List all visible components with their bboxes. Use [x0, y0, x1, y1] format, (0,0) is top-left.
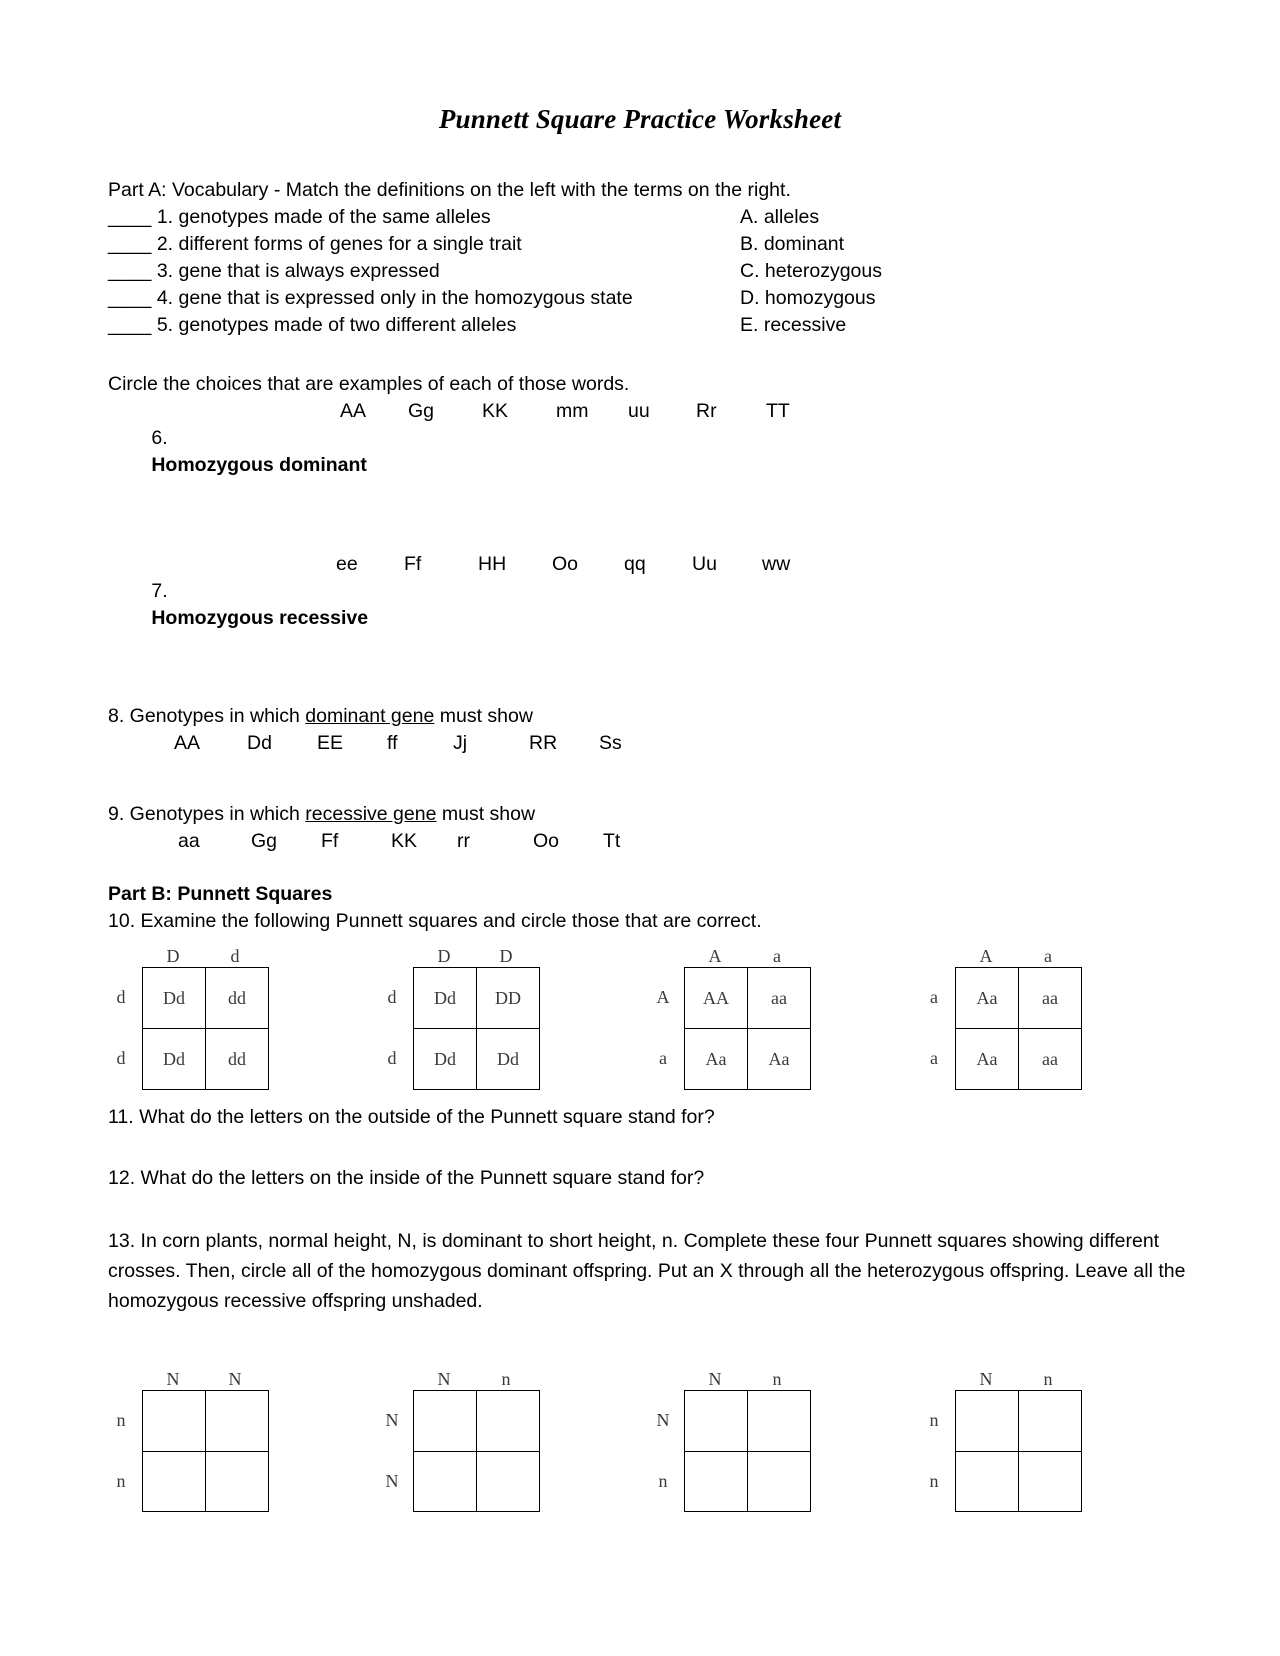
punnett-grid [684, 967, 811, 1090]
column-headers [955, 945, 1082, 967]
question-7 [108, 551, 1192, 659]
spacer [108, 1090, 1192, 1104]
punnett-cell[interactable]: Aa [748, 1029, 811, 1090]
option[interactable]: ff [387, 732, 398, 754]
row-header: N [385, 1471, 399, 1491]
question-12-text: 12. What do the letters on the inside of the Punnett square stand for? [108, 1167, 705, 1189]
option[interactable]: KK [391, 830, 418, 852]
option[interactable]: AA [174, 732, 201, 754]
answer-blank[interactable]: ____ [108, 287, 152, 309]
column-headers [955, 1368, 1082, 1390]
option[interactable]: qq [624, 553, 646, 575]
punnett-cell[interactable]: AA [685, 968, 748, 1029]
definition-text: 2. different forms of genes for a single trait [156, 233, 522, 255]
punnett-cell[interactable]: Dd [143, 968, 206, 1029]
table-row [956, 968, 1082, 1029]
column-headers [413, 945, 540, 967]
spacer [108, 659, 1192, 703]
part-a-heading: Part A: Vocabulary - Match the definitions on the left with the terms on the right. [108, 179, 791, 201]
punnett-cell[interactable] [956, 1391, 1019, 1452]
page-title: Punnett Square Practice Worksheet [438, 104, 842, 134]
answer-blank[interactable]: ____ [108, 206, 152, 228]
option[interactable]: TT [766, 400, 790, 422]
part-b-heading-text: Part B: Punnett Squares [108, 883, 333, 905]
column-headers [684, 945, 811, 967]
punnett-square [108, 945, 269, 1090]
col-header: a [1044, 946, 1052, 966]
row-header: d [116, 987, 126, 1007]
table-row [414, 1451, 540, 1512]
punnett-cell[interactable] [685, 1451, 748, 1512]
option-list [340, 398, 826, 425]
spacer [108, 935, 1192, 945]
term-text: B. dominant [740, 233, 845, 255]
punnett-cell[interactable] [748, 1451, 811, 1512]
punnett-cell[interactable] [414, 1391, 477, 1452]
col-header: N [228, 1369, 242, 1389]
question-label: Homozygous dominant [151, 454, 367, 476]
option[interactable]: Ff [321, 830, 339, 852]
col-header: a [773, 946, 781, 966]
question-9-options [108, 828, 1192, 855]
punnett-cell[interactable]: Aa [685, 1029, 748, 1090]
row-headers [921, 1390, 955, 1512]
q9-prefix: 9. Genotypes in which [108, 803, 306, 825]
col-header: N [166, 1369, 180, 1389]
punnett-cell[interactable] [956, 1451, 1019, 1512]
punnett-grid [142, 967, 269, 1090]
worksheet-body [0, 135, 1280, 1512]
col-header: d [230, 946, 240, 966]
col-header: A [979, 946, 993, 966]
punnett-cell[interactable] [143, 1391, 206, 1452]
row-header: n [116, 1471, 126, 1491]
definition-text: 5. genotypes made of two different alleles [156, 314, 517, 336]
row-header: d [387, 987, 397, 1007]
option[interactable]: Ff [404, 553, 422, 575]
row-headers [650, 1390, 684, 1512]
punnett-squares-q10 [108, 945, 1192, 1090]
punnett-cell[interactable] [1019, 1391, 1082, 1452]
punnett-cell[interactable]: dd [206, 1029, 269, 1090]
row-headers [108, 1390, 142, 1512]
punnett-cell[interactable]: Dd [414, 1029, 477, 1090]
q9-suffix: must show [436, 803, 536, 825]
option[interactable]: Gg [408, 400, 435, 422]
punnett-square [650, 945, 811, 1090]
punnett-grid [955, 1390, 1082, 1512]
row-headers [379, 967, 413, 1090]
option[interactable]: Gg [251, 830, 278, 852]
row-headers [108, 967, 142, 1090]
spacer [108, 533, 1192, 551]
q8-prefix: 8. Genotypes in which [108, 705, 306, 727]
table-row [414, 1029, 540, 1090]
question-8-options [108, 730, 1192, 757]
question-8-text [108, 703, 1192, 730]
row-headers [921, 967, 955, 1090]
term-text: E. recessive [740, 314, 847, 336]
col-header: D [437, 946, 451, 966]
punnett-cell[interactable] [206, 1451, 269, 1512]
row-header: N [385, 1410, 399, 1430]
col-header: D [499, 946, 513, 966]
option-list [174, 730, 659, 757]
option[interactable]: AA [340, 400, 367, 422]
punnett-cell[interactable]: Aa [956, 1029, 1019, 1090]
question-9-text [108, 801, 1192, 828]
col-header: n [772, 1369, 782, 1389]
punnett-grid [142, 1390, 269, 1512]
table-row [685, 1029, 811, 1090]
option[interactable]: ee [336, 553, 358, 575]
punnett-grid [413, 1390, 540, 1512]
question-number: 6. [151, 427, 168, 449]
punnett-cell[interactable]: dd [206, 968, 269, 1029]
punnett-square [379, 945, 540, 1090]
punnett-cell[interactable]: aa [748, 968, 811, 1029]
option-list [336, 551, 822, 578]
punnett-cell[interactable] [748, 1391, 811, 1452]
row-header: n [929, 1471, 939, 1491]
match-item [108, 285, 1192, 312]
option[interactable]: mm [556, 400, 589, 422]
option[interactable]: Dd [247, 732, 272, 754]
punnett-grid [955, 967, 1082, 1090]
question-13-text: 13. In corn plants, normal height, N, is dominant to short height, n. Complete these four Punnett squares showing different crosses. Then, circle all of the homozygous dominant offspring. Put an X through all the heterozygous offspring. Leave all the homozygous recessive offspring unshaded. [108, 1230, 1186, 1312]
match-item [108, 258, 1192, 285]
option[interactable]: Rr [696, 400, 717, 422]
option[interactable]: rr [457, 830, 470, 852]
column-headers [142, 1368, 269, 1390]
answer-blank[interactable]: ____ [108, 233, 152, 255]
spacer [108, 1192, 1192, 1226]
option[interactable]: aa [178, 830, 200, 852]
row-header: A [656, 987, 670, 1007]
option[interactable]: ww [762, 553, 791, 575]
punnett-cell[interactable]: aa [1019, 1029, 1082, 1090]
question-number: 7. [151, 580, 168, 602]
term-text: A. alleles [740, 206, 820, 228]
col-header: n [501, 1369, 511, 1389]
q8-underlined: dominant gene [305, 705, 435, 727]
col-header: N [979, 1369, 993, 1389]
term-text: C. heterozygous [740, 260, 882, 282]
spacer [108, 757, 1192, 801]
option[interactable]: Tt [603, 830, 621, 852]
punnett-cell[interactable]: Aa [956, 968, 1019, 1029]
definition-text: 4. gene that is expressed only in the homozygous state [156, 287, 633, 309]
punnett-cell[interactable] [685, 1391, 748, 1452]
table-row [956, 1451, 1082, 1512]
match-item [108, 204, 1192, 231]
question-label: Homozygous recessive [151, 607, 369, 629]
part-b-heading [108, 881, 1192, 908]
table-row [685, 1391, 811, 1452]
column-headers [142, 945, 269, 967]
row-header: a [659, 1048, 667, 1068]
punnett-square-blank [921, 1368, 1082, 1512]
answer-blank[interactable]: ____ [108, 260, 152, 282]
row-header: d [116, 1048, 126, 1068]
question-11-text: 11. What do the letters on the outside of the Punnett square stand for? [108, 1106, 715, 1128]
punnett-cell[interactable] [477, 1451, 540, 1512]
table-row [685, 1451, 811, 1512]
question-10-text: 10. Examine the following Punnett squares and circle those that are correct. [108, 910, 762, 932]
spacer [108, 1131, 1192, 1165]
punnett-cell[interactable]: aa [1019, 968, 1082, 1029]
punnett-cell[interactable]: Dd [414, 968, 477, 1029]
table-row [414, 1391, 540, 1452]
table-row [956, 1391, 1082, 1452]
option[interactable]: Oo [533, 830, 560, 852]
spacer [108, 855, 1192, 881]
circle-instruction: Circle the choices that are examples of each of those words. [108, 373, 630, 395]
col-header: N [708, 1369, 722, 1389]
punnett-cell[interactable]: DD [477, 968, 540, 1029]
col-header: A [708, 946, 722, 966]
table-row [143, 1391, 269, 1452]
punnett-cell[interactable]: Dd [477, 1029, 540, 1090]
option-list [178, 828, 663, 855]
definition-text: 1. genotypes made of the same alleles [156, 206, 491, 228]
punnett-grid [684, 1390, 811, 1512]
row-header: n [116, 1410, 126, 1430]
term-text: D. homozygous [740, 287, 876, 309]
option[interactable]: Oo [552, 553, 579, 575]
option[interactable]: Uu [692, 553, 717, 575]
col-header: n [1043, 1369, 1053, 1389]
row-header: n [929, 1410, 939, 1430]
column-headers [684, 1368, 811, 1390]
punnett-square-blank [379, 1368, 540, 1512]
column-headers [413, 1368, 540, 1390]
punnett-square [921, 945, 1082, 1090]
col-header: N [437, 1369, 451, 1389]
punnett-grid [413, 967, 540, 1090]
row-header: N [656, 1410, 670, 1430]
option[interactable]: EE [317, 732, 344, 754]
definition-text: 3. gene that is always expressed [156, 260, 440, 282]
option[interactable]: Jj [453, 732, 468, 754]
spacer [108, 1316, 1192, 1368]
option[interactable]: HH [478, 553, 507, 575]
spacer [108, 506, 1192, 533]
punnett-cell[interactable] [206, 1391, 269, 1452]
match-item [108, 312, 1192, 339]
option[interactable]: uu [628, 400, 650, 422]
punnett-squares-q13 [108, 1368, 1192, 1512]
q9-underlined: recessive gene [305, 803, 437, 825]
punnett-cell[interactable]: Dd [143, 1029, 206, 1090]
spacer [108, 339, 1192, 371]
answer-blank[interactable]: ____ [108, 314, 152, 336]
punnett-square-blank [650, 1368, 811, 1512]
row-header: d [387, 1048, 397, 1068]
punnett-cell[interactable] [414, 1451, 477, 1512]
table-row [414, 968, 540, 1029]
match-item [108, 231, 1192, 258]
option[interactable]: KK [482, 400, 509, 422]
row-headers [650, 967, 684, 1090]
table-row [143, 1451, 269, 1512]
punnett-square-blank [108, 1368, 269, 1512]
row-headers [379, 1390, 413, 1512]
question-6 [108, 398, 1192, 506]
table-row [956, 1029, 1082, 1090]
q8-suffix: must show [434, 705, 533, 727]
option[interactable]: Ss [599, 732, 622, 754]
table-row [143, 1029, 269, 1090]
row-header: n [658, 1471, 668, 1491]
punnett-cell[interactable] [477, 1391, 540, 1452]
punnett-cell[interactable] [1019, 1451, 1082, 1512]
col-header: D [166, 946, 180, 966]
table-row [685, 968, 811, 1029]
table-row [143, 968, 269, 1029]
row-header: a [930, 1048, 938, 1068]
row-header: a [930, 987, 938, 1007]
punnett-cell[interactable] [143, 1451, 206, 1512]
option[interactable]: RR [529, 732, 558, 754]
